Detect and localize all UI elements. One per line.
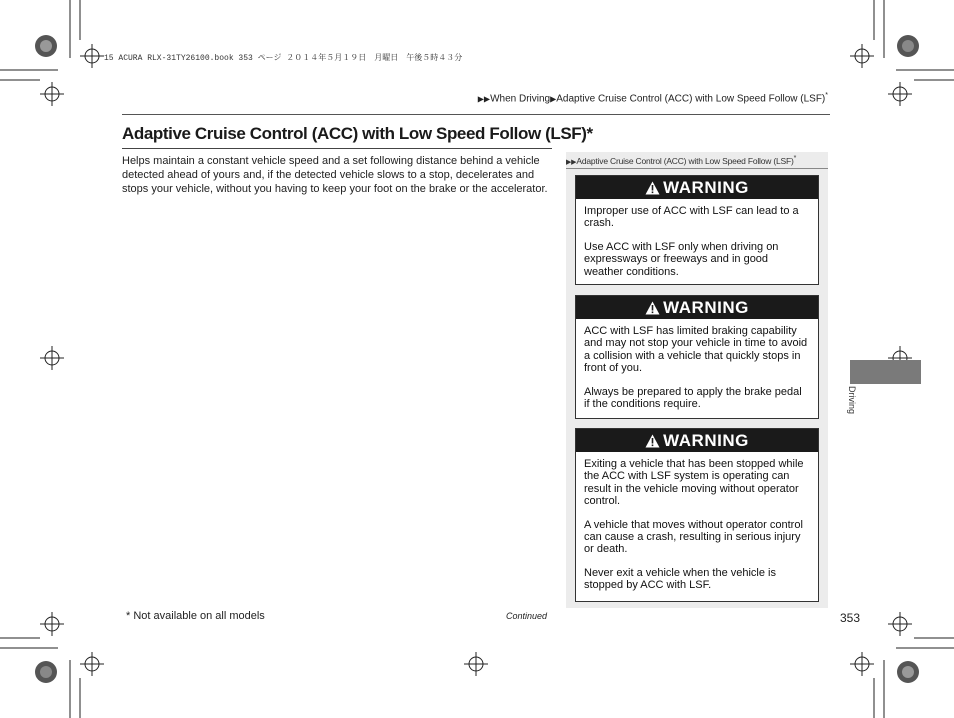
breadcrumb-arrow-icon: ▶ (550, 94, 557, 104)
warning-text: ACC with LSF has limited braking capability and may not stop your vehicle in time to avoid a collision with a vehicle that quickly stops in front of you. (584, 325, 808, 375)
warning-text: Always be prepared to apply the brake pedal if the conditions require. (584, 385, 802, 411)
footnote: * Not available on all models (126, 610, 265, 622)
warning-triangle-icon (645, 434, 660, 448)
breadcrumb-marker: * (825, 92, 828, 99)
body-text: Helps maintain a constant vehicle speed and a set following distance behind a vehicle detected ahead of yours and, if the detected vehicle slows to a stop, decelerates and stops your vehicle, without you having to keep your foot on the brake or the accelerator. (122, 155, 548, 195)
print-header: 15 ACURA RLX-31TY26100.book 353 ページ ２０１４年５月１９日 月曜日 午後５時４３分 (104, 54, 463, 63)
breadcrumb-arrow-icon: ▶▶ (477, 94, 491, 104)
warning-text: Never exit a vehicle when the vehicle is stopped by ACC with LSF. (584, 566, 776, 592)
section-tab-label: Driving (847, 386, 857, 415)
continued-label: Continued (506, 611, 548, 621)
warning-box-3 (575, 428, 819, 602)
sidebar-rule (566, 168, 828, 169)
breadcrumb-level1: When Driving (490, 93, 551, 105)
warning-text: Use ACC with LSF only when driving on expressways or freeways and in good weather conditions. (584, 240, 779, 278)
warning-box-2 (575, 295, 819, 419)
warning-box-1 (575, 175, 819, 285)
page-title: Adaptive Cruise Control (ACC) with Low Speed Follow (LSF)* (122, 124, 593, 143)
warning-text: Exiting a vehicle that has been stopped while the ACC with LSF system is operating can result in the vehicle moving without operator control. (584, 458, 804, 508)
warning-text: A vehicle that moves without operator control can cause a crash, resulting in serious injury or death. (584, 518, 803, 556)
warning-header: WARNING (576, 296, 818, 319)
page-number: 353 (840, 611, 861, 625)
breadcrumb-level2: Adaptive Cruise Control (ACC) with Low Speed Follow (LSF) (556, 93, 826, 105)
section-tab (850, 360, 921, 384)
sidebar-heading: ▶▶Adaptive Cruise Control (ACC) with Low Speed Follow (LSF)* (566, 155, 797, 166)
warning-header: WARNING (576, 429, 818, 452)
warning-text: Improper use of ACC with LSF can lead to a crash. (584, 205, 799, 230)
warning-triangle-icon (645, 301, 660, 315)
breadcrumb (478, 92, 828, 104)
title-rule (122, 148, 552, 149)
top-rule (122, 114, 830, 115)
warning-header: WARNING (576, 176, 818, 199)
sidebar-arrow-icon: ▶▶ (566, 158, 577, 166)
warning-triangle-icon (645, 181, 660, 195)
